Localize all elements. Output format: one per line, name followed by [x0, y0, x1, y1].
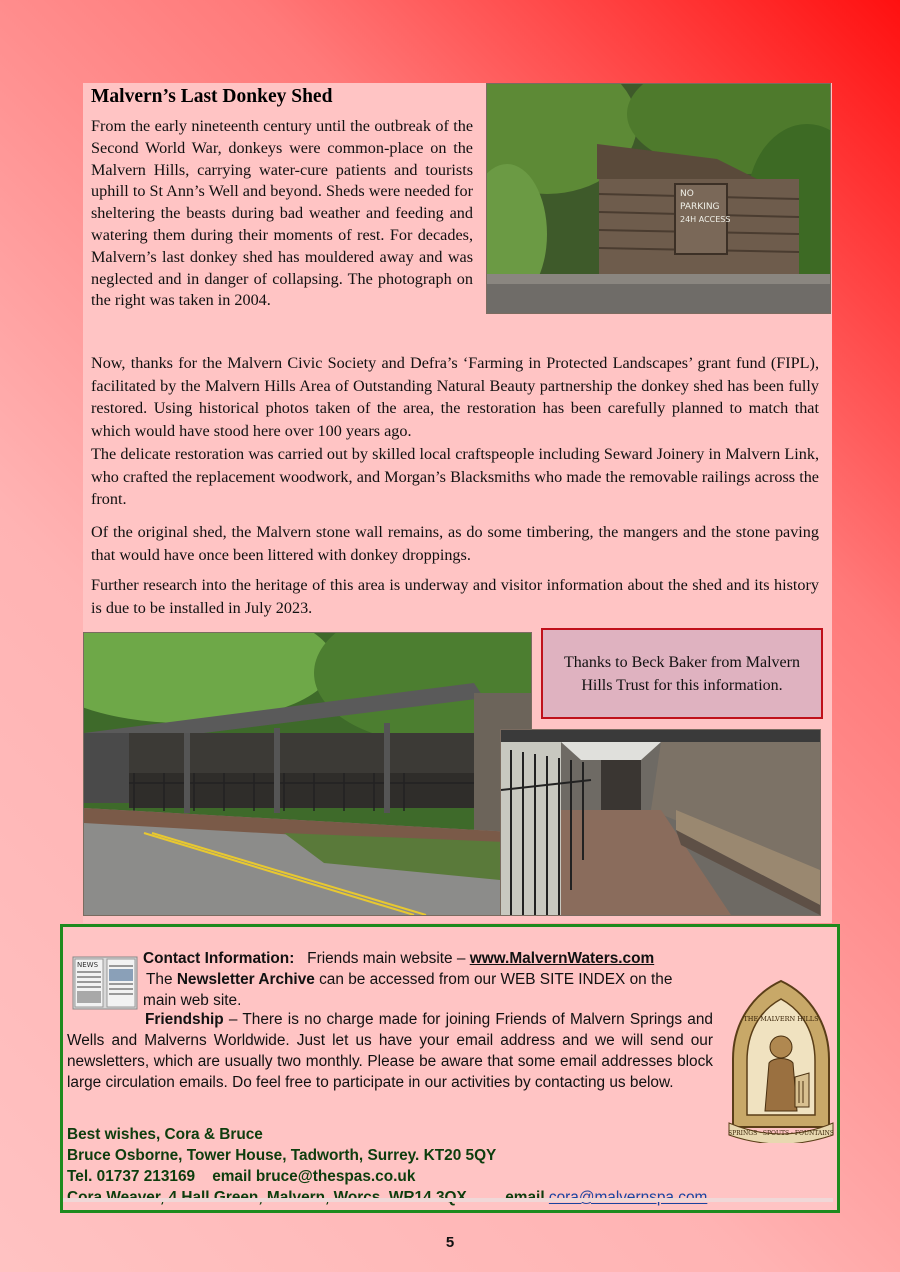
website-link[interactable]: www.MalvernWaters.com	[469, 950, 655, 967]
article-paragraph-1: Now, thanks for the Malvern Civic Society and Defra’s ‘Farming in Protected Landscapes’ grant fund (FIPL), facilitated by the Malvern Hills Area of Outstanding Natural Beauty partnership the donkey shed has been fully restored. Using historical photos taken of the area, the restoration has been carefully planned to match that which would have stood here over 100 years ago.	[91, 354, 819, 440]
friendship-text: – There is no charge made for joining Friends of Malvern Springs and Wells and Malverns Worldwide. Just let us have your email address and we will send our newsletters, which are usually two monthly. Please be aware that some email addresses block large circulation emails. Do feel free to participate in our activities by contacting us below.	[67, 1011, 713, 1091]
svg-text:THE MALVERN HILLS: THE MALVERN HILLS	[743, 1015, 819, 1023]
contact-box	[60, 924, 840, 1213]
friendship-label: Friendship	[145, 1011, 224, 1028]
newsletter-archive-label: Newsletter Archive	[176, 971, 315, 988]
svg-text:SPRINGS · SPOUTS · FOUNTAINS: SPRINGS · SPOUTS · FOUNTAINS	[728, 1130, 834, 1137]
shed-interior-photo	[500, 729, 821, 916]
malvern-hills-logo	[725, 977, 837, 1143]
phone-number: Tel. 01737 213169	[67, 1168, 196, 1185]
article-title: Malvern’s Last Donkey Shed	[91, 86, 333, 107]
contact-heading: Contact Information:	[143, 950, 295, 967]
old-shed-photo	[486, 83, 831, 314]
article-intro: From the early nineteenth century until the outbreak of the Second World War, donkeys were common-place on the Malvern Hills, carrying water-cure patients and tourists uphill to St Ann’s Well and beyond. Sheds were needed for sheltering the beasts during bad weather and feeding and watering them during their moments of rest. For decades, Malvern’s last donkey shed has mouldered away and was neglected and in danger of collapsing. The photograph on the right was taken in 2004.	[91, 117, 473, 310]
address-bruce: Bruce Osborne, Tower House, Tadworth, Surrey. KT20 5QY	[67, 1147, 497, 1164]
contact-line-3: main web site.	[143, 992, 242, 1009]
page-number: 5	[445, 1234, 455, 1251]
shed-sign-text: NO	[680, 189, 694, 199]
article-paragraph-4: Further research into the heritage of this area is underway and visitor information about the shed and its history is due to be installed in July 2023.	[91, 576, 819, 617]
svg-text:PARKING: PARKING	[680, 202, 720, 212]
email-bruce: email bruce@thespas.co.uk	[212, 1168, 416, 1185]
website-prefix: Friends main website –	[307, 950, 466, 967]
svg-text:NEWS: NEWS	[77, 961, 99, 969]
sign-off: Best wishes, Cora & Bruce	[67, 1126, 263, 1143]
contact-line-2: The Newsletter Archive can be accessed from our WEB SITE INDEX on the	[146, 971, 673, 988]
phone-email-line	[67, 1166, 415, 1187]
friendship-paragraph	[67, 1009, 713, 1093]
thanks-box: Thanks to Beck Baker from Malvern Hills Trust for this information.	[541, 628, 823, 719]
contact-line-1	[143, 948, 654, 969]
restored-shed-photo	[83, 632, 532, 916]
article-paragraph-2: The delicate restoration was carried out by skilled local craftspeople including Seward Joinery in Malvern Link, who crafted the replacement woodwork, and Morgan’s Blacksmiths who made the removable railings across the front.	[91, 445, 819, 508]
contact-bottom-strip	[63, 1198, 833, 1202]
newsletter-thumbnail-icon	[71, 953, 139, 1011]
article-paragraph-3: Of the original shed, the Malvern stone wall remains, as do some timbering, the mangers and the stone paving that would have once been littered with donkey droppings.	[91, 523, 819, 564]
svg-text:24H ACCESS: 24H ACCESS	[680, 215, 731, 224]
